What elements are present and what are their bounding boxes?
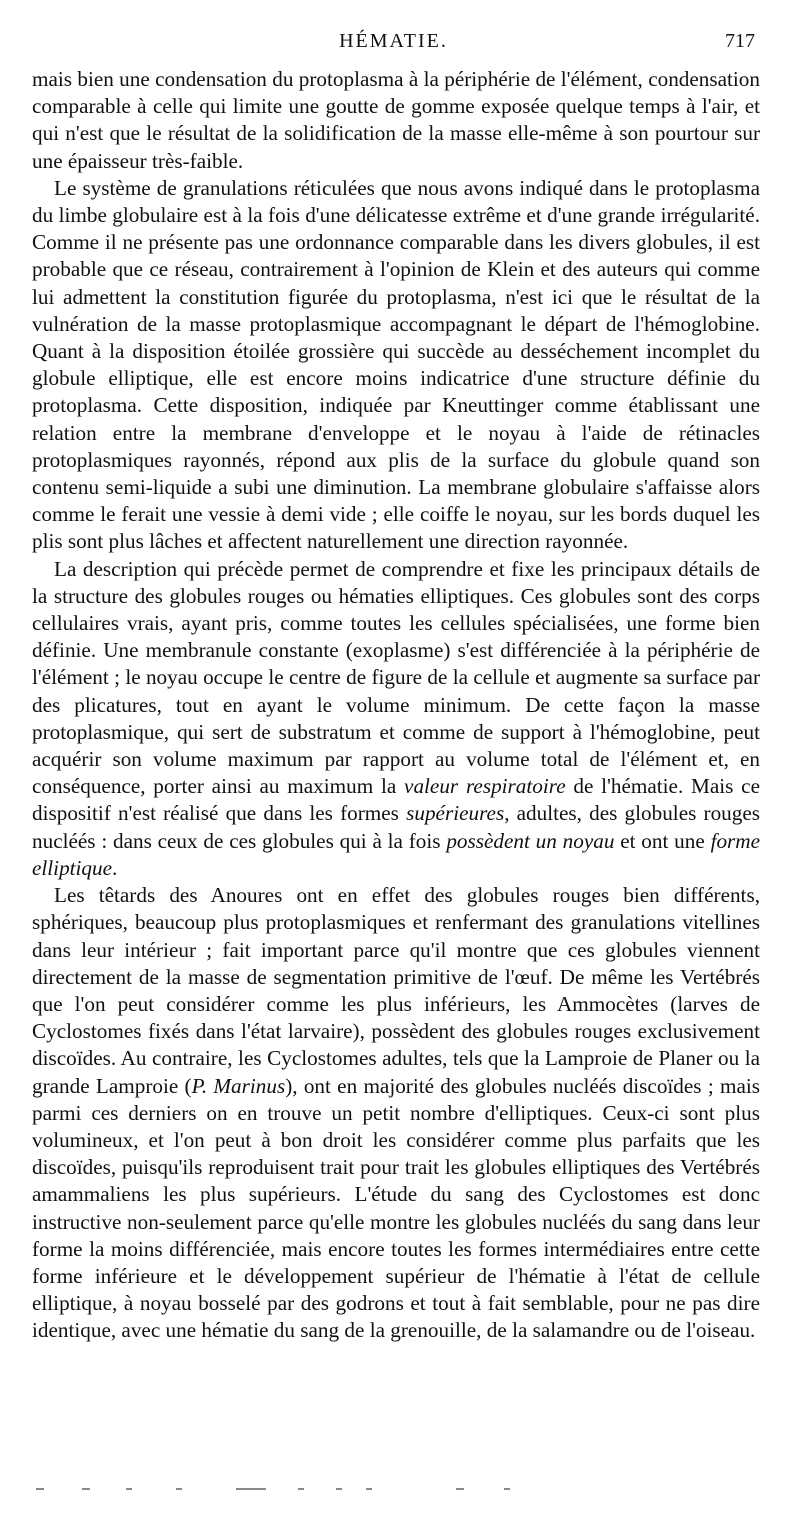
italic-phrase: forme elliptique (32, 828, 760, 880)
paragraph (32, 556, 760, 882)
text-run: et ont une (614, 828, 711, 853)
italic-phrase: P. Marinus (191, 1073, 286, 1098)
italic-phrase: possèdent un noyau (446, 828, 615, 853)
text-run: La description qui précède permet de comprendre et fixe les principaux détails de la structure des globules rouges ou hématies elliptiques. Ces globules sont des corps cellulaires vrais, ayant pris, comme toutes les cellules spécialisées, une forme bien définie. Une membranule constante (exoplasme) s'est différenciée à la périphérie de l'élément ; le noyau occupe le centre de figure de la cellule et augmente sa surface par des plicatures, tout en ayant le volume minimum. De cette façon la masse protoplasmique, qui sert de substratum et comme de support à l'hémoglobine, peut acquérir son volume maximum par rapport au volume total de l'élément et, en conséquence, porter ainsi au maximum la (32, 556, 760, 799)
paragraph (32, 882, 760, 1344)
paragraph (32, 66, 760, 175)
footer-scan-marks (36, 1488, 536, 1494)
running-title: HÉMATIE. (339, 30, 448, 52)
body-text (32, 66, 760, 1345)
text-run: , adultes, des globules rouges nucléés : dans ceux de ces globules qui à la fois (32, 801, 761, 853)
text-run: mais bien une condensation du protoplasma à la périphérie de l'élément, condensation comparable à celle qui limite une goutte de gomme exposée quelque temps à l'air, et qui n'est que le résultat de la solidification de la masse elle-même à son pourtour sur une épaisseur très-faible. (32, 67, 760, 173)
running-head (32, 30, 755, 58)
text-run: ), ont en majorité des globules nucléés discoïdes ; mais parmi ces derniers on en trouve un petit nombre d'elliptiques. Ceux-ci sont plus volumineux, et l'on peut à bon droit les considérer comme plus parfaits que les discoïdes, puisqu'ils reproduisent trait pour trait les globules elliptiques des Vertébrés amammaliens les plus supérieurs. L'étude du sang des Cyclostomes est donc instructive non-seulement parce qu'elle montre les globules nucléés du sang dans leur forme la moins différenciée, mais encore toutes les formes intermédiaires entre cette forme inférieure et le développement supérieur de l'hématie à l'état de cellule elliptique, à noyau bosselé par des godrons et tout à fait semblable, pour ne pas dire identique, avec une hématie du sang de la grenouille, de la salamandre ou de l'oiseau. (32, 1073, 760, 1343)
text-run: Le système de granulations réticulées que nous avons indiqué dans le protoplasma du limbe globulaire est à la fois d'une délicatesse extrême et d'une grande irrégularité. Comme il ne présente pas une ordonnance comparable dans les divers globules, il est probable que ce réseau, contrairement à l'opinion de Klein et des auteurs qui comme lui admettent la constitution figurée du protoplasma, n'est ici que le résultat de la vulnération de la masse protoplasmique accompagnant le départ de l'hémoglobine. Quant à la disposition étoilée grossière qui succède au desséchement incomplet du globule elliptique, elle est encore moins indicatrice d'une structure définie du protoplasma. Cette disposition, indiquée par Kneuttinger comme établissant une relation entre la membrane d'enveloppe et le noyau à l'aide de rétinacles protoplasmiques rayonnés, répond aux plis de la surface du globule quand son contenu semi-liquide a subi une diminution. La membrane globulaire s'affaisse alors comme le ferait une vessie à demi vide ; elle coiffe le noyau, sur les bords duquel les plis sont plus lâches et affectent naturellement une direction rayonnée. (32, 175, 760, 554)
page-number: 717 (725, 30, 755, 52)
text-run: . (112, 855, 118, 880)
text-run: Les têtards des Anoures ont en effet des globules rouges bien différents, sphériques, beaucoup plus protoplasmiques et renfermant des granulations vitellines dans leur intérieur ; fait important parce qu'il montre que ces globules viennent directement de la masse de segmentation primitive de l'œuf. De même les Vertébrés que l'on peut considérer comme les plus inférieurs, les Ammocètes (larves de Cyclostomes fixés dans l'état larvaire), possèdent des globules rouges exclusivement discoïdes. Au contraire, les Cyclostomes adultes, tels que la Lamproie de Planer ou la grande Lamproie ( (32, 883, 760, 1098)
italic-phrase: valeur respiratoire (404, 774, 566, 799)
text-run: de l'hématie. Mais ce dispositif n'est réalisé que dans les formes (32, 774, 760, 826)
italic-phrase: supérieures (406, 801, 505, 826)
paragraph (32, 175, 760, 556)
